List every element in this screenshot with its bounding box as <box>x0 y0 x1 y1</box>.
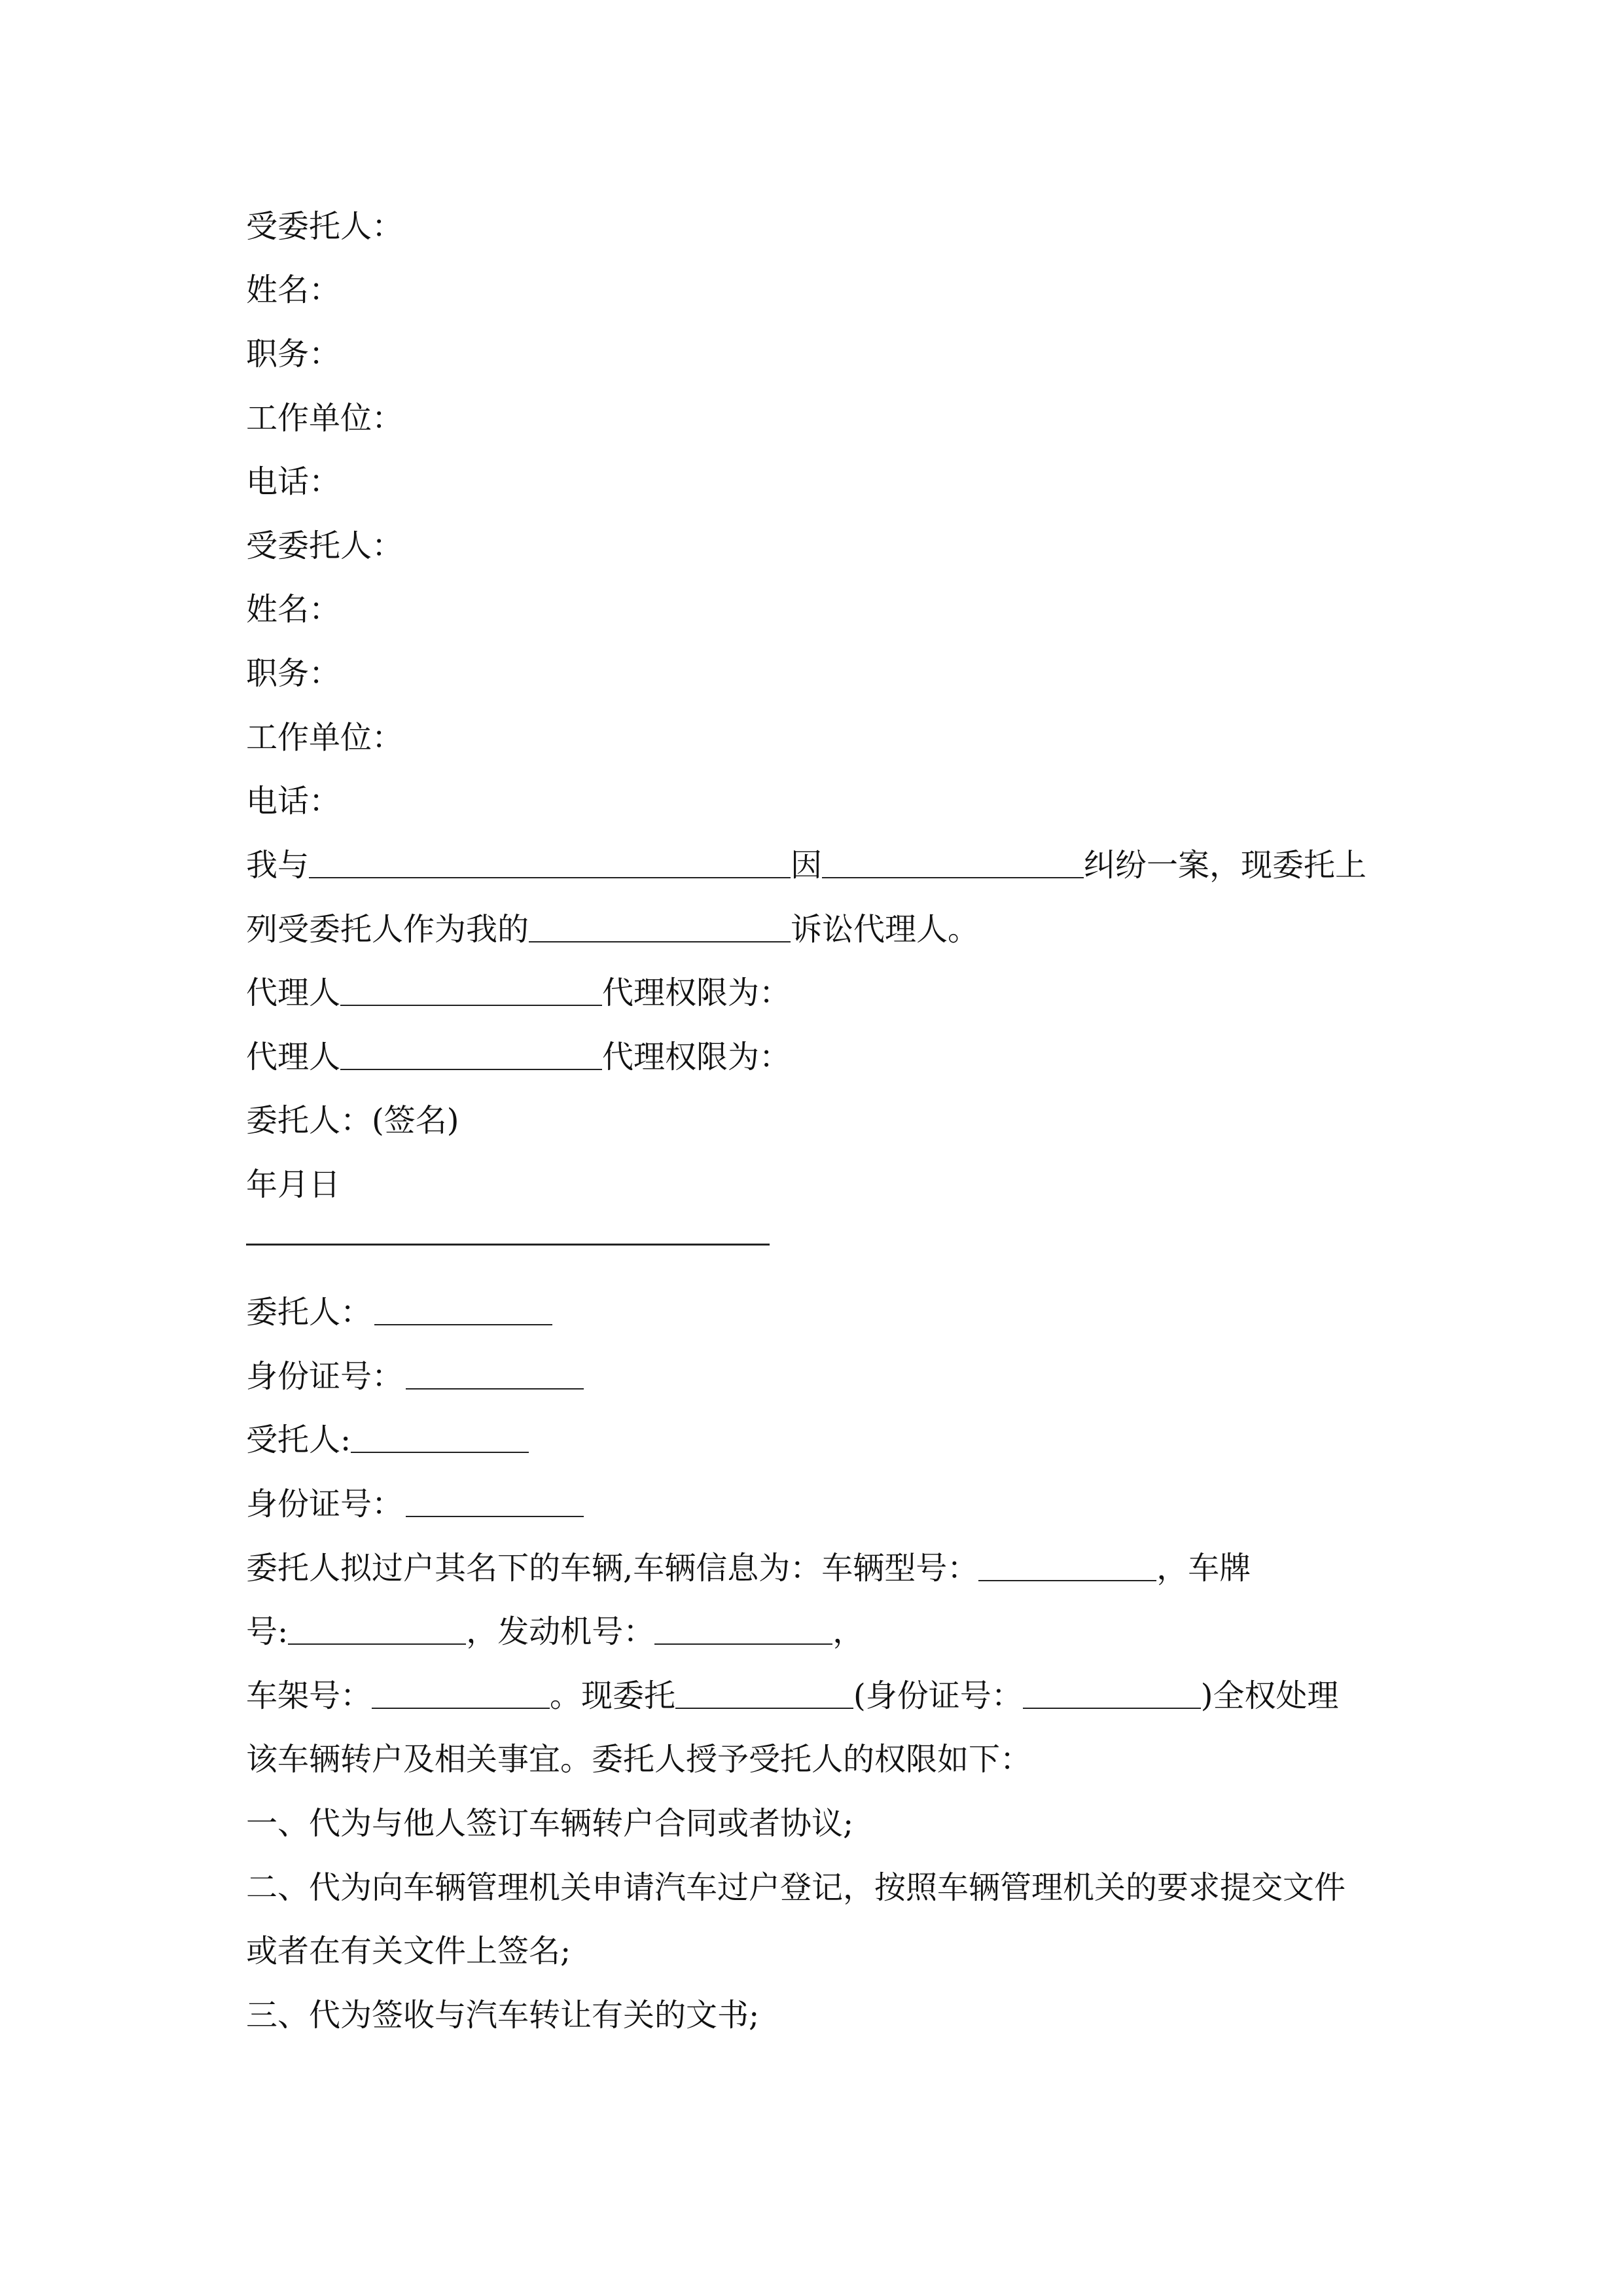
agent1-blank[interactable] <box>340 976 602 1006</box>
dispute-blank[interactable] <box>822 848 1084 878</box>
vehicle-model-blank[interactable] <box>978 1551 1156 1581</box>
trustee2-name-label: 姓名： <box>246 591 341 628</box>
vehicle-info-line-4: 该车辆转户及相关事宜。委托人授予受托人的权限如下： <box>246 1741 1032 1778</box>
litigation-line-2: 列受委托人作为我的 诉讼代理人。 <box>246 911 980 948</box>
trustee-id-line: 身份证号： <box>246 1484 584 1524</box>
agent-line-1: 代理人 代理权限为： <box>246 975 791 1011</box>
agent2-blank[interactable] <box>340 1040 602 1070</box>
client-id-line: 身份证号： <box>246 1357 584 1396</box>
opponent-blank[interactable] <box>309 848 791 878</box>
trustee2-phone-label: 电话： <box>246 783 341 819</box>
plate-number-blank[interactable] <box>288 1615 466 1645</box>
vehicle-info-line-1: 委托人拟过户其名下的车辆,车辆信息为：车辆型号： ，车牌 <box>246 1550 1251 1587</box>
vehicle-info-line-2: 号: ，发动机号： ， <box>246 1613 865 1650</box>
trustee1-phone-label: 电话： <box>246 463 341 500</box>
vehicle-client-line: 委托人： <box>246 1293 552 1332</box>
vehicle-info-line-3: 车架号： 。现委托 (身份证号： )全权处理 <box>246 1677 1339 1714</box>
litigation-line-1: 我与 因 纠纷一案，现委托上 <box>246 847 1367 884</box>
client-signature-line: 委托人：(签名) <box>246 1102 459 1139</box>
trustee1-employer-label: 工作单位： <box>246 400 404 437</box>
trustee-name-blank[interactable] <box>351 1423 529 1453</box>
power-item-2: 二、代为向车辆管理机关申请汽车过户登记，按照车辆管理机关的要求提交文件 <box>246 1869 1346 1906</box>
case-stage-blank[interactable] <box>529 912 791 942</box>
engine-number-blank[interactable] <box>654 1615 832 1645</box>
trustee2-employer-label: 工作单位： <box>246 719 404 756</box>
client-name-blank[interactable] <box>374 1295 552 1325</box>
client-id-blank[interactable] <box>406 1359 584 1390</box>
delegate-id-blank[interactable] <box>1023 1679 1201 1709</box>
trustee-line: 受托人: <box>246 1420 529 1460</box>
trustee-id-blank[interactable] <box>406 1487 584 1517</box>
delegate-name-blank[interactable] <box>675 1679 853 1709</box>
date-line: 年月日 <box>246 1166 341 1203</box>
power-item-1: 一、代为与他人签订车辆转户合同或者协议; <box>246 1805 854 1842</box>
agent-line-2: 代理人 代理权限为： <box>246 1039 791 1075</box>
section-divider <box>246 1244 770 1246</box>
trustee2-label: 受委托人： <box>246 528 404 564</box>
trustee2-position-label: 职务： <box>246 655 341 692</box>
trustee1-position-label: 职务： <box>246 336 341 372</box>
power-item-3: 三、代为签收与汽车转让有关的文书; <box>246 1997 760 2034</box>
trustee1-name-label: 姓名： <box>246 272 341 308</box>
trustee1-label: 受委托人： <box>246 208 404 245</box>
frame-number-blank[interactable] <box>372 1679 550 1709</box>
power-item-2-cont: 或者在有关文件上签名; <box>246 1933 571 1969</box>
